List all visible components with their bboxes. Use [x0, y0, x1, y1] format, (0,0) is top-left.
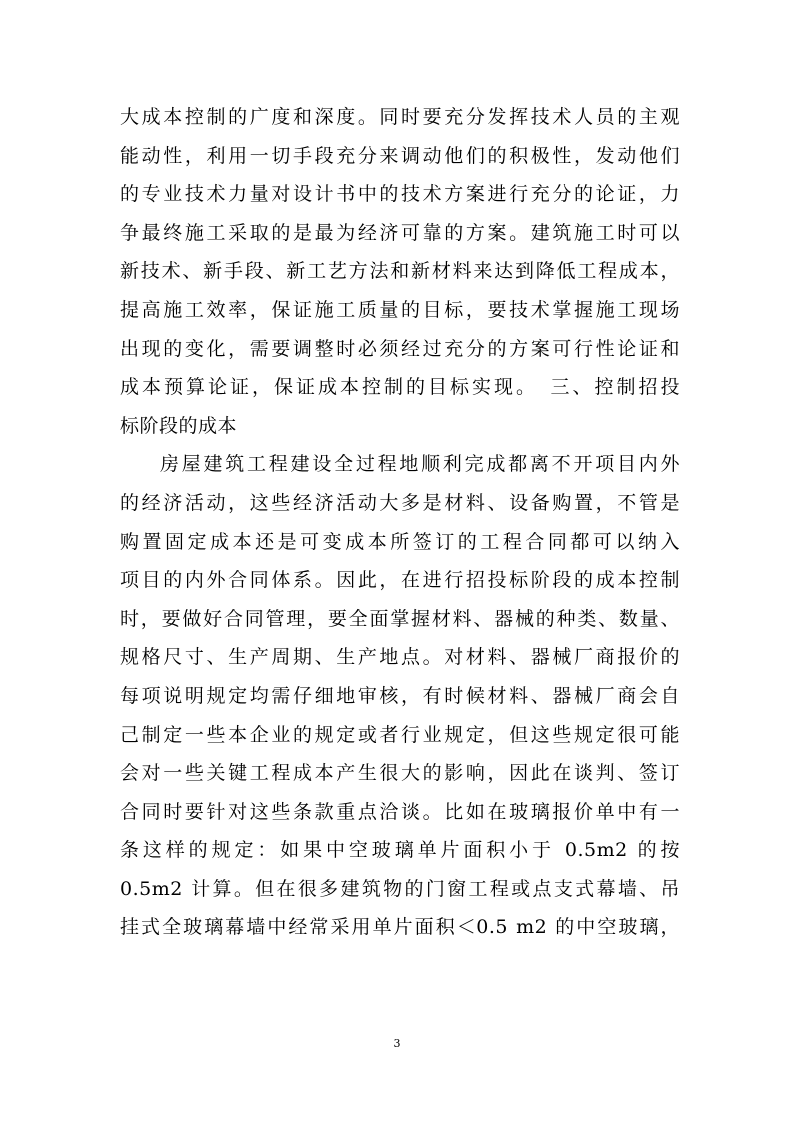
text-line: 成本预算论证，保证成本控制的目标实现。 三、控制招投: [120, 376, 680, 399]
text-line: 购置固定成本还是可变成本所签订的工程合同都可以纳入: [120, 530, 680, 553]
text-line: 出现的变化，需要调整时必须经过充分的方案可行性论证和: [120, 337, 680, 360]
text-line: 时，要做好合同管理，要全面掌握材料、器械的种类、数量、: [120, 607, 680, 630]
text-line: 会对一些关键工程成本产生很大的影响，因此在谈判、签订: [120, 762, 680, 785]
text-line: 争最终施工采取的是最为经济可靠的方案。建筑施工时可以: [120, 221, 680, 244]
text-line: 标阶段的成本: [120, 414, 238, 437]
text-line: 合同时要针对这些条款重点洽谈。比如在玻璃报价单中有一: [120, 800, 680, 823]
text-line: 的经济活动，这些经济活动大多是材料、设备购置，不管是: [120, 491, 680, 514]
text-line: 项目的内外合同体系。因此，在进行招投标阶段的成本控制: [120, 569, 680, 592]
text-line: 提高施工效率，保证施工质量的目标，要技术掌握施工现场: [120, 298, 680, 321]
text-line: 每项说明规定均需仔细地审核，有时候材料、器械厂商会自: [120, 684, 680, 707]
page-number: 3: [393, 1037, 401, 1050]
text-line: 条这样的规定：如果中空玻璃单片面积小于 0.5m2 的按: [120, 839, 680, 862]
body-text: [120, 98, 680, 947]
text-line: 新技术、新手段、新工艺方法和新材料来达到降低工程成本，: [120, 260, 680, 283]
text-line: 0.5m2 计算。但在很多建筑物的门窗工程或点支式幕墙、吊: [120, 877, 680, 900]
paragraph-first-line: 房屋建筑工程建设全过程地顺利完成都离不开项目内外: [160, 453, 680, 476]
text-line: 大成本控制的广度和深度。同时要充分发挥技术人员的主观: [120, 106, 680, 128]
text-line: 挂式全玻璃幕墙中经常采用单片面积＜0.5 m2 的中空玻璃，: [120, 916, 680, 939]
text-line: 的专业技术力量对设计书中的技术方案进行充分的论证，力: [120, 183, 680, 206]
text-line: 规格尺寸、生产周期、生产地点。对材料、器械厂商报价的: [120, 646, 680, 669]
text-line: 能动性，利用一切手段充分来调动他们的积极性，发动他们: [120, 144, 680, 167]
text-line: 己制定一些本企业的规定或者行业规定，但这些规定很可能: [120, 723, 680, 746]
